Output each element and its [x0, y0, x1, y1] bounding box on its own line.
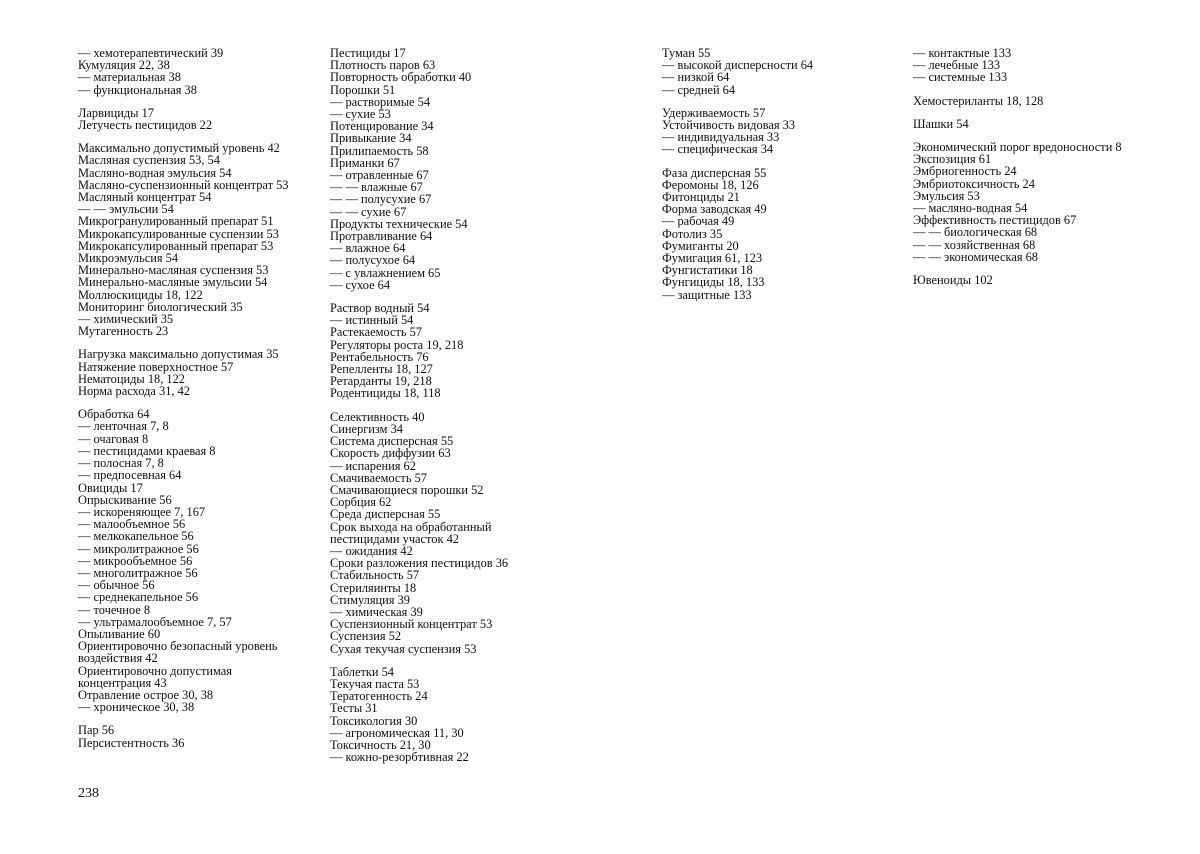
index-entry: Тератогенность 24 [330, 689, 428, 704]
index-entry: Опрыскивание 56 [78, 492, 172, 507]
index-subentry: — мелкокапельное 56 [78, 529, 194, 544]
index-subentry: — — сухие 67 [330, 204, 407, 219]
index-subentry: — химическая 39 [330, 604, 423, 619]
index-entry: Стабильность 57 [330, 568, 420, 583]
index-entry: Натяжение поверхностное 57 [78, 359, 234, 374]
index-subentry: — высокой дисперсности 64 [662, 58, 814, 73]
index-entry: Минерально-масляные эмульсии 54 [78, 275, 268, 290]
index-subentry: — специфическая 34 [662, 142, 774, 157]
index-entry: Регуляторы роста 19, 218 [330, 337, 464, 352]
index-entry: Фумигация 61, 123 [662, 251, 763, 266]
index-entry: Смачивающиеся порошки 52 [330, 482, 484, 497]
index-subentry: — точечное 8 [78, 602, 151, 617]
index-subentry: — малообъемное 56 [78, 517, 186, 532]
index-entry: Фитонциды 21 [662, 190, 740, 205]
index-subentry: — микролитражное 56 [78, 541, 199, 556]
page-number: 238 [78, 786, 99, 801]
index-entry: Прилипаемость 58 [330, 143, 429, 158]
index-subentry: — — экономическая 68 [913, 249, 1039, 264]
index-entry: Микрокапсулированные суспензии 53 [78, 226, 279, 241]
index-entry: Экспозиция 61 [913, 152, 992, 167]
index-entry: Пестициды 17 [330, 46, 406, 60]
index-subentry: — — хозяйственная 68 [913, 237, 1036, 252]
entry-gap [913, 84, 1123, 95]
index-entry: Кумуляция 22, 38 [78, 58, 170, 73]
index-entry: Фаза дисперсная 55 [662, 165, 767, 180]
index-entry: Эмульсия 53 [913, 188, 980, 203]
index-entry: Сроки разложения пестицидов 36 [330, 556, 509, 571]
index-entry: Овициды 17 [78, 480, 143, 495]
index-subentry: — ультрамалообъемное 7, 57 [78, 614, 232, 629]
index-subentry: — функциональная 38 [78, 82, 197, 97]
index-subentry: — хроническое 30, 38 [78, 700, 195, 715]
index-subentry: — химический 35 [78, 312, 174, 327]
index-subentry: — полусухое 64 [330, 253, 416, 268]
index-column-2 [330, 47, 556, 763]
index-entry: Эмбриотоксичность 24 [913, 176, 1035, 191]
index-entry: Опыливание 60 [78, 626, 161, 641]
index-subentry: — средней 64 [662, 82, 736, 97]
index-entry: Сорбция 62 [330, 495, 392, 510]
index-entry: Эмбриогенность 24 [913, 164, 1017, 179]
index-entry: Стимуляция 39 [330, 592, 410, 607]
index-subentry: — испарения 62 [330, 458, 416, 473]
index-entry: Фотолиз 35 [662, 226, 723, 241]
index-subentry: — растворимые 54 [330, 94, 431, 109]
index-entry: Система дисперсная 55 [330, 434, 454, 449]
index-entry: Повторность обработки 40 [330, 70, 472, 85]
index-entry: Ориентировочно безопасный уровень воздействия 42 [78, 639, 278, 666]
index-entry: Шашки 54 [913, 116, 969, 131]
index-entry: Туман 55 [662, 46, 711, 60]
index-entry: Текучая паста 53 [330, 676, 420, 691]
index-subentry: — — полусухие 67 [330, 192, 432, 207]
index-entry: Обработка 64 [78, 407, 150, 422]
index-entry: Продукты технические 54 [330, 216, 468, 231]
index-entry: Порошки 51 [330, 82, 396, 97]
index-entry: Минерально-масляная суспензия 53 [78, 263, 269, 278]
index-subentry: — контактные 133 [913, 46, 1012, 60]
index-subentry: — индивидуальная 33 [662, 130, 780, 145]
index-subentry: — пестицидами краевая 8 [78, 443, 216, 458]
index-entry: Растекаемость 57 [330, 325, 423, 340]
index-entry: Скорость диффузии 63 [330, 446, 451, 461]
index-subentry: — сухое 64 [330, 277, 391, 292]
index-entry: Фумиганты 20 [662, 238, 739, 253]
index-entry: Эффективность пестицидов 67 [913, 213, 1077, 228]
index-subentry: — низкой 64 [662, 70, 730, 85]
index-entry: Ларвициды 17 [78, 105, 154, 120]
index-column-3 [662, 47, 862, 301]
index-entry: Таблетки 54 [330, 664, 394, 679]
index-subentry: — хемотерапевтический 39 [78, 46, 224, 60]
index-subentry: — ожидания 42 [330, 543, 413, 558]
index-subentry: — кожно-резорбтивная 22 [330, 750, 469, 765]
index-entry: Феромоны 18, 126 [662, 177, 759, 192]
index-entry: Суспензионный концентрат 53 [330, 617, 493, 632]
entry-gap [662, 156, 862, 167]
index-entry: Суспензия 52 [330, 629, 402, 644]
index-entry: Моллюскициды 18, 122 [78, 287, 203, 302]
index-entry: Пар 56 [78, 723, 115, 738]
index-column-1 [78, 47, 300, 749]
index-entry: Масляно-суспензионный концентрат 53 [78, 177, 289, 192]
index-subentry: — системные 133 [913, 70, 1008, 85]
index-entry: Мониторинг биологический 35 [78, 299, 243, 314]
index-entry: Плотность паров 63 [330, 58, 436, 73]
index-entry: Привыкание 34 [330, 131, 412, 146]
index-subentry: — истинный 54 [330, 313, 414, 328]
index-entry: Ретарданты 19, 218 [330, 374, 432, 389]
index-entry: Родентициды 18, 118 [330, 386, 441, 401]
index-subentry: — микрообъемное 56 [78, 553, 193, 568]
index-entry: Экономический порог вредоносности 8 [913, 140, 1122, 155]
index-subentry: — агрономическая 11, 30 [330, 725, 464, 740]
index-entry: Репелленты 18, 127 [330, 362, 433, 377]
index-entry: Отравление острое 30, 38 [78, 687, 214, 702]
index-subentry: — защитные 133 [662, 287, 752, 302]
index-entry: Рентабельность 76 [330, 349, 429, 364]
index-entry: Протравливание 64 [330, 229, 433, 244]
index-entry: Персистентность 36 [78, 735, 185, 750]
index-entry: Ювеноиды 102 [913, 273, 993, 288]
index-subentry: — — влажные 67 [330, 180, 423, 195]
index-column-4 [913, 47, 1123, 286]
index-entry: Мутагенность 23 [78, 324, 169, 339]
index-entry: Срок выхода на обработанный пестицидами участок 42 [330, 519, 492, 546]
index-subentry: — сухие 53 [330, 107, 391, 122]
index-entry: Тесты 31 [330, 701, 378, 716]
index-entry: Летучесть пестицидов 22 [78, 118, 213, 133]
index-subentry: — очаговая 8 [78, 431, 149, 446]
index-entry: Форма заводская 49 [662, 202, 767, 217]
index-subentry: — масляно-водная 54 [913, 201, 1028, 216]
index-entry: Масляный концентрат 54 [78, 190, 212, 205]
index-subentry: — лечебные 133 [913, 58, 1001, 73]
index-subentry: — материальная 38 [78, 70, 181, 85]
index-subentry: — отравленные 67 [330, 168, 429, 183]
index-entry: Токсичность 21, 30 [330, 737, 431, 752]
index-entry: Фунгициды 18, 133 [662, 275, 765, 290]
index-subentry: — с увлажнением 65 [330, 265, 441, 280]
index-subentry: — рабочая 49 [662, 214, 735, 229]
index-subentry: — среднекапельное 56 [78, 590, 199, 605]
index-entry: Стериляинты 18 [330, 580, 417, 595]
index-entry: Микрокапсулированный препарат 53 [78, 238, 274, 253]
index-entry: Микрогранулированный препарат 51 [78, 214, 274, 229]
index-subentry: — влажное 64 [330, 241, 406, 256]
index-entry: Нагрузка максимально допустимая 35 [78, 347, 279, 362]
index-subentry: — — эмульсии 54 [78, 202, 174, 217]
index-entry: Норма расхода 31, 42 [78, 384, 190, 399]
index-subentry: — ленточная 7, 8 [78, 419, 169, 434]
index-entry: Приманки 67 [330, 155, 400, 170]
index-entry: Устойчивость видовая 33 [662, 118, 796, 133]
index-entry: Токсикология 30 [330, 713, 418, 728]
index-entry: Фунгистатики 18 [662, 263, 753, 278]
index-entry: Масляная суспензия 53, 54 [78, 153, 220, 168]
index-entry: Сухая текучая суспензия 53 [330, 641, 477, 656]
index-entry: Масляно-водная эмульсия 54 [78, 165, 232, 180]
index-subentry: — полосная 7, 8 [78, 456, 164, 471]
index-entry: Раствор водный 54 [330, 301, 430, 316]
index-entry: Максимально допустимый уровень 42 [78, 141, 280, 156]
index-entry: Нематоциды 18, 122 [78, 371, 185, 386]
index-entry: Удерживаемость 57 [662, 105, 766, 120]
index-subentry: — предпосевная 64 [78, 468, 182, 483]
index-entry: Селективность 40 [330, 409, 425, 424]
index-subentry: — — биологическая 68 [913, 225, 1038, 240]
index-subentry: — обычное 56 [78, 578, 155, 593]
index-entry: Потенцирование 34 [330, 119, 434, 134]
index-entry: Микроэмульсия 54 [78, 251, 179, 266]
index-subentry: — многолитражное 56 [78, 565, 198, 580]
index-entry: Среда дисперсная 55 [330, 507, 441, 522]
index-entry: Синергизм 34 [330, 421, 403, 436]
index-entry: Хемостериланты 18, 128 [913, 93, 1044, 108]
index-subentry: — искореняющее 7, 167 [78, 504, 206, 519]
index-entry: Смачиваемость 57 [330, 470, 427, 485]
index-entry: Ориентировочно допустимая концентрация 43 [78, 663, 232, 690]
